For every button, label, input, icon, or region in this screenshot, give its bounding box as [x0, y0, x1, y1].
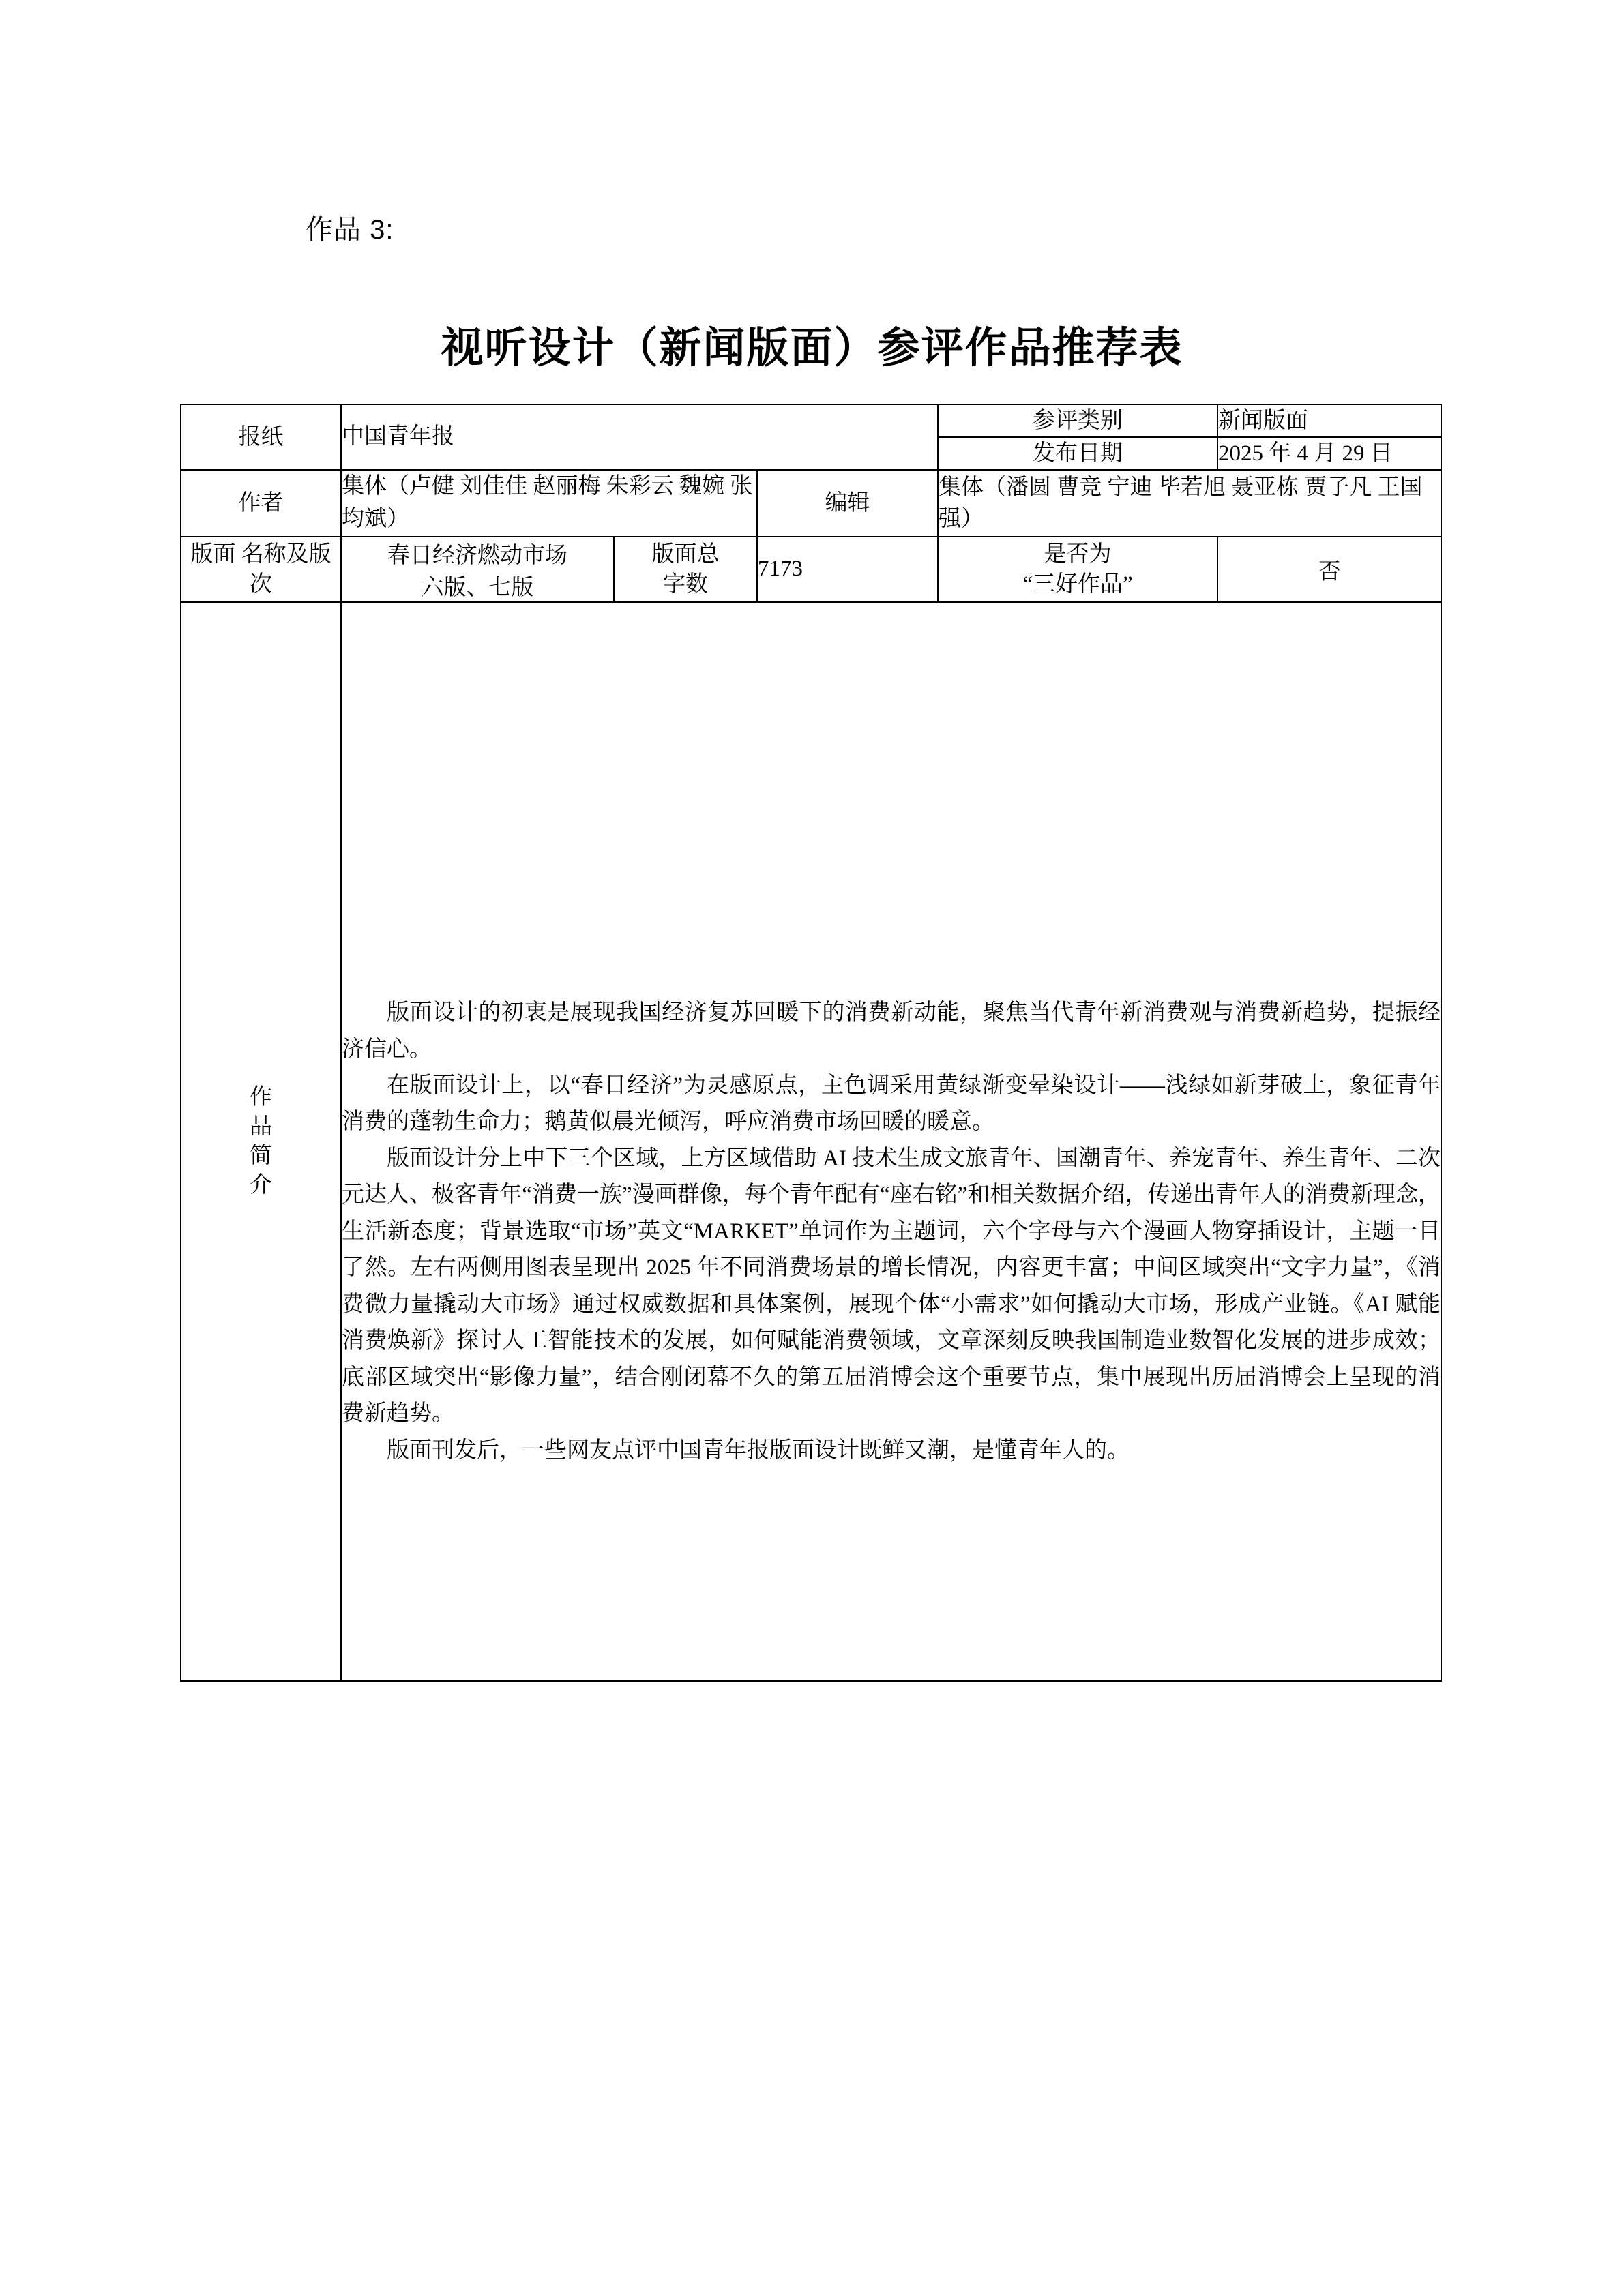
newspaper-label: 报纸	[181, 404, 341, 470]
word-count-value: 7173	[757, 537, 938, 602]
intro-paragraph-2: 在版面设计上，以“春日经济”为灵感原点，主色调采用黄绿渐变晕染设计——浅绿如新芽破土，象征青年消费的蓬勃生命力；鹅黄似晨光倾泻，呼应消费市场回暖的暖意。	[342, 1073, 1441, 1135]
layout-name-value-line1: 春日经济燃动市场	[387, 543, 567, 569]
editor-label: 编辑	[757, 470, 938, 537]
author-label: 作者	[181, 470, 341, 537]
is-excellent-label	[938, 537, 1217, 602]
intro-label-char-3: 简	[250, 1144, 272, 1169]
intro-paragraph-4: 版面刊发后，一些网友点评中国青年报版面设计既鲜又潮，是懂青年人的。	[387, 1437, 1130, 1463]
page-title: 视听设计（新闻版面）参评作品推荐表	[441, 325, 1183, 372]
category-value: 新闻版面	[1217, 404, 1441, 437]
word-count-label-line1: 版面总	[651, 541, 720, 567]
is-excellent-value: 否	[1217, 537, 1441, 602]
layout-name-label-line1: 版面	[190, 541, 236, 567]
intro-paragraph-1: 版面设计的初衷是展现我国经济复苏回暖下的消费新动能，聚焦当代青年新消费观与消费新趋势，提振经济信心。	[342, 1000, 1441, 1062]
publish-date-label: 发布日期	[938, 437, 1217, 470]
intro-body	[341, 602, 1441, 1681]
author-value: 集体（卢健 刘佳佳 赵丽梅 朱彩云 魏婉 张均斌）	[341, 470, 757, 537]
intro-paragraph-3: 版面设计分上中下三个区域，上方区域借助 AI 技术生成文旅青年、国潮青年、养宠青年、养生青年、二次元达人、极客青年“消费一族”漫画群像，每个青年配有“座右铭”和相关数据介绍，传递出青年人的消费新理念，生活新态度；背景选取“市场”英文“MARKET”单词作为主题词，六个字母与六个漫画人物穿插设计，主题一目了然。左右两侧用图表呈现出 2025 年不同消费场景的增长情况，内容更丰富；中间区域突出“文字力量”，《消费微力量撬动大市场》通过权威数据和具体案例，展现个体“小需求”如何撬动大市场，形成产业链。《AI 赋能 消费焕新》探讨人工智能技术的发展，如何赋能消费领域，文章深刻反映我国制造业数智化发展的进步成效；底部区域突出“影像力量”，结合刚闭幕不久的第五届消博会这个重要节点，集中展现出历届消博会上呈现的消费新趋势。	[342, 1146, 1441, 1427]
publish-date-value: 2025 年 4 月 29 日	[1217, 437, 1441, 470]
editor-value: 集体（潘圆 曹竞 宁迪 毕若旭 聂亚栋 贾子凡 王国强）	[938, 470, 1441, 537]
intro-label-char-1: 作	[250, 1085, 272, 1110]
is-excellent-label-line1: 是否为	[1044, 541, 1112, 567]
category-label: 参评类别	[938, 404, 1217, 437]
newspaper-value: 中国青年报	[341, 404, 938, 470]
layout-name-value	[341, 537, 614, 602]
table-row-intro	[181, 602, 1441, 1681]
is-excellent-label-line2: “三好作品”	[1022, 572, 1133, 597]
entry-label: 作品 3:	[306, 215, 394, 245]
recommendation-form-table	[180, 404, 1442, 1682]
intro-label	[181, 602, 341, 1681]
intro-label-char-4: 介	[250, 1172, 272, 1197]
intro-top-spacer	[342, 814, 1441, 995]
table-row-layout-info	[181, 537, 1441, 602]
layout-name-label	[181, 537, 341, 602]
table-row-author-editor	[181, 470, 1441, 537]
word-count-label-line2: 字数	[663, 572, 708, 597]
intro-label-char-2: 品	[250, 1114, 272, 1139]
word-count-label	[614, 537, 757, 602]
layout-name-value-line2: 六版、七版	[421, 576, 534, 601]
table-row-newspaper-category	[181, 404, 1441, 437]
layout-name-label-line2: 名称及版次	[241, 541, 331, 597]
